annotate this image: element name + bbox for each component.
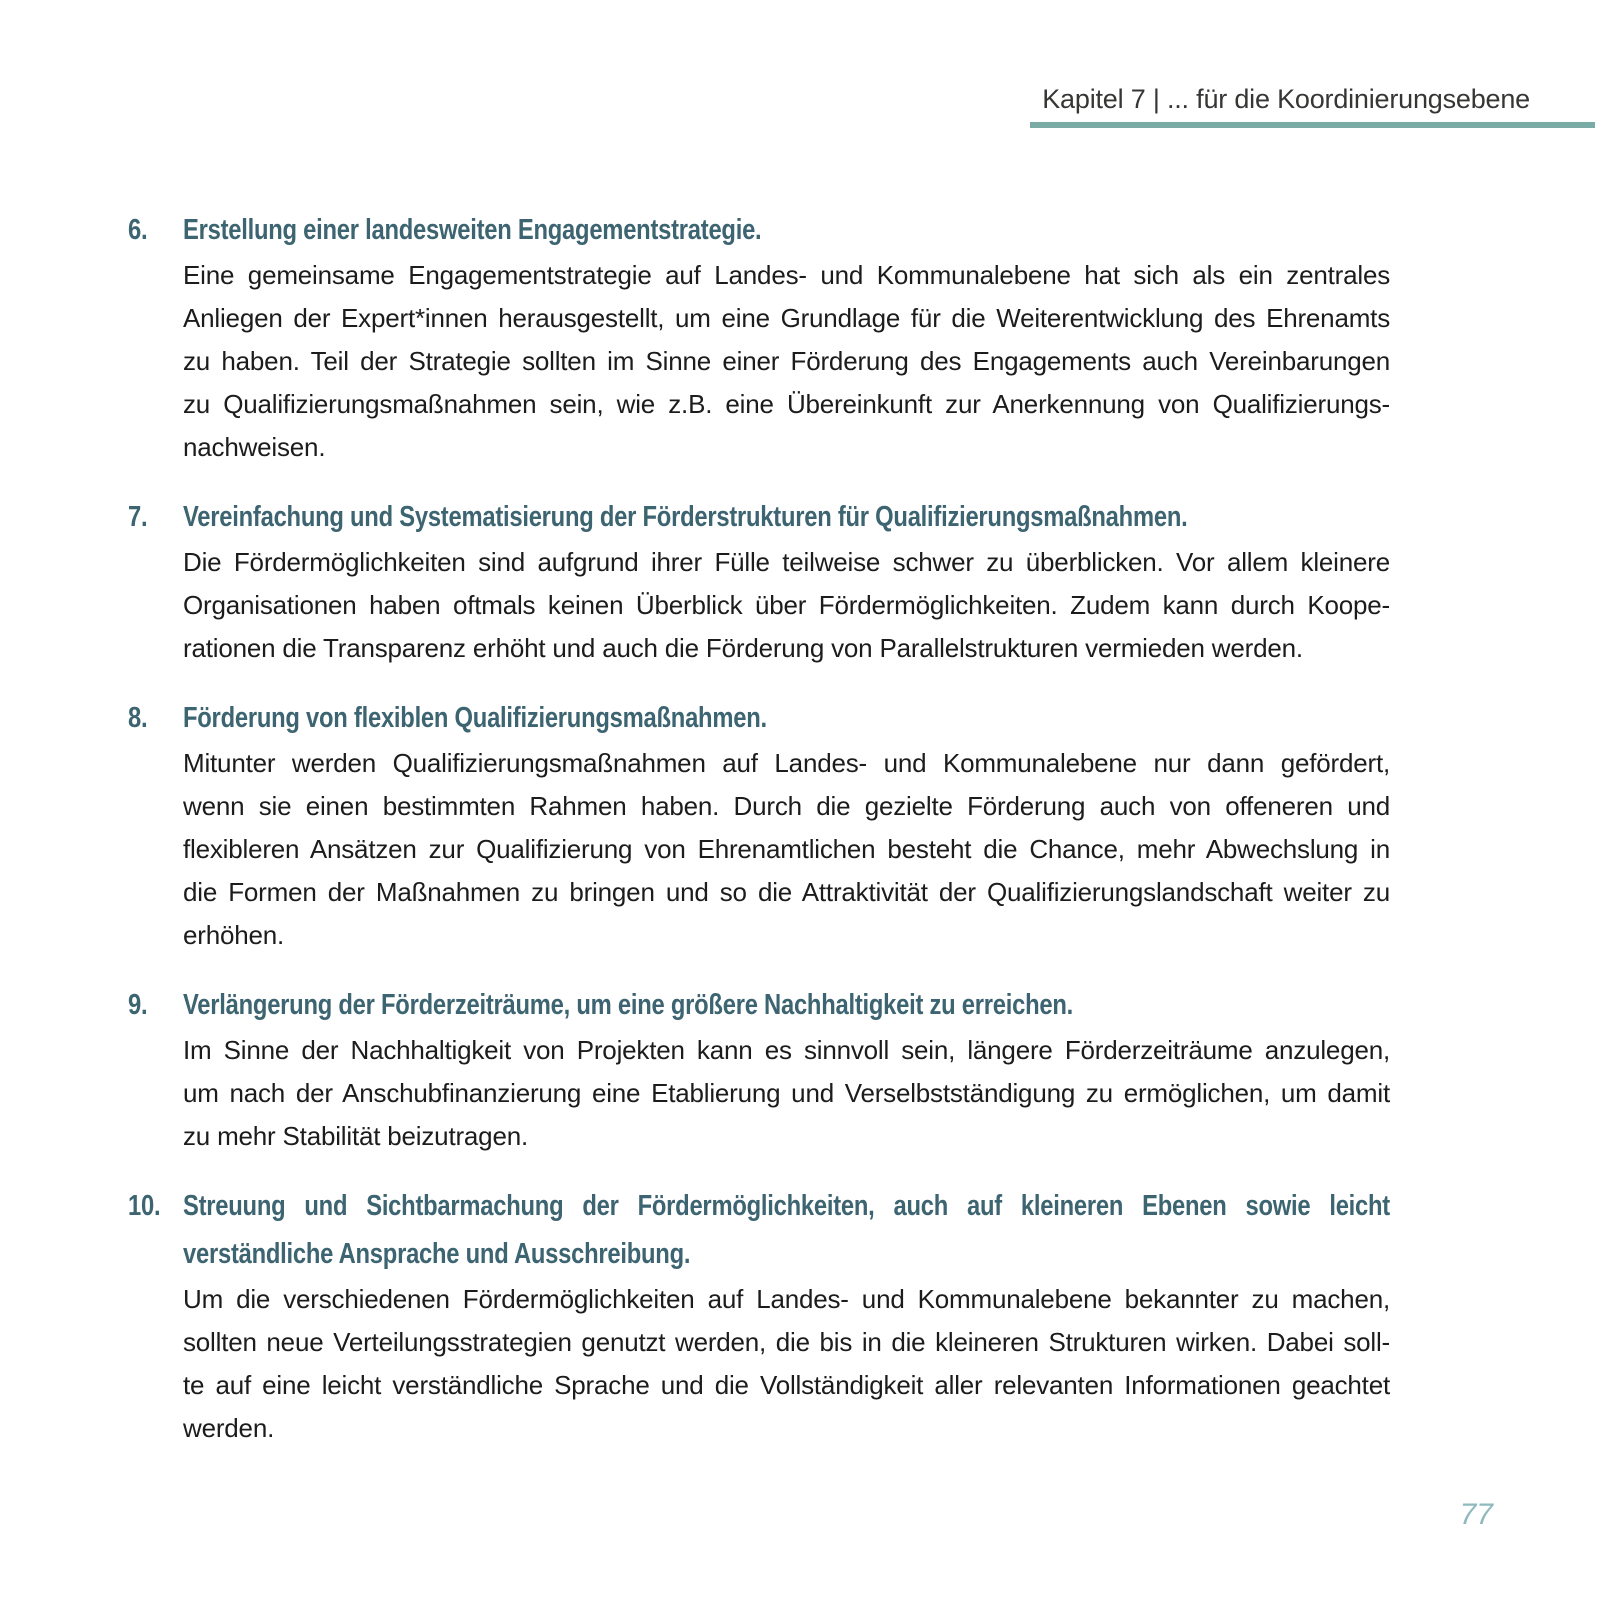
body-text-line: sollten neue Verteilungsstrategien genutzt werden, die bis in die kleineren Strukturen wirken. Dabei soll-	[183, 1327, 1390, 1357]
section-title-line: verständliche Ansprache und Ausschreibung.	[183, 1238, 691, 1270]
section-title-line: Erstellung einer landesweiten Engagementstrategie.	[183, 214, 762, 246]
body-text-line: Im Sinne der Nachhaltigkeit von Projekten kann es sinnvoll sein, längere Förderzeiträume anzulegen,	[183, 1035, 1390, 1065]
body-text-line: die Formen der Maßnahmen zu bringen und so die Attraktivität der Qualifizierungslandschaft weiter zu	[183, 877, 1390, 907]
section-title	[183, 694, 1390, 742]
page-number: 77	[1459, 1498, 1493, 1531]
section-title-line: Streuung und Sichtbarmachung der Fördermöglichkeiten, auch auf kleineren Ebenen sowie leicht	[183, 1190, 1390, 1222]
section-title	[183, 206, 1390, 254]
body-text-line: Mitunter werden Qualifizierungsmaßnahmen auf Landes- und Kommunalebene nur dann gefördert,	[183, 748, 1390, 778]
numbered-section	[128, 1182, 1390, 1450]
body-text-line: werden.	[183, 1413, 275, 1443]
body-text-line: Die Fördermöglichkeiten sind aufgrund ihrer Fülle teilweise schwer zu überblicken. Vor allem kleinere	[183, 547, 1390, 577]
section-body	[183, 1278, 1390, 1450]
section-title-row	[128, 206, 1390, 254]
section-number: 8.	[128, 702, 148, 734]
body-text-line: Organisationen haben oftmals keinen Überblick über Fördermöglichkeiten. Zudem kann durch Koope-	[183, 590, 1390, 620]
body-text-line: zu haben. Teil der Strategie sollten im Sinne einer Förderung des Engagements auch Vereinbarungen	[183, 346, 1390, 376]
section-title-row	[128, 1182, 1390, 1278]
body-text-line: Um die verschiedenen Fördermöglichkeiten auf Landes- und Kommunalebene bekannter zu machen,	[183, 1284, 1390, 1314]
header-rule	[1030, 122, 1595, 128]
section-number: 10.	[128, 1190, 161, 1222]
body-text-line: zu Qualifizierungsmaßnahmen sein, wie z.B. eine Übereinkunft zur Anerkennung von Qualifizierungs-	[183, 389, 1390, 419]
numbered-section	[128, 206, 1390, 469]
section-number: 7.	[128, 501, 148, 533]
body-text-line: rationen die Transparenz erhöht und auch die Förderung von Parallelstrukturen vermieden werden.	[183, 633, 1303, 663]
section-title-row	[128, 694, 1390, 742]
body-text-line: Anliegen der Expert*innen herausgestellt, um eine Grundlage für die Weiterentwicklung des Ehrenamts	[183, 303, 1390, 333]
numbered-section	[128, 981, 1390, 1158]
body-text-line: Eine gemeinsame Engagementstrategie auf Landes- und Kommunalebene hat sich als ein zentrales	[183, 260, 1390, 290]
section-title	[183, 1182, 1390, 1278]
body-text-line: nachweisen.	[183, 432, 326, 462]
body-text-line: te auf eine leicht verständliche Sprache und die Vollständigkeit aller relevanten Informationen geachtet	[183, 1370, 1390, 1400]
section-body	[183, 254, 1390, 469]
section-title-line: Verlängerung der Förderzeiträume, um eine größere Nachhaltigkeit zu erreichen.	[183, 989, 1073, 1021]
numbered-section	[128, 694, 1390, 957]
section-title-line: Vereinfachung und Systematisierung der Förderstrukturen für Qualifizierungsmaßnahmen.	[183, 501, 1188, 533]
body-text-line: flexibleren Ansätzen zur Qualifizierung von Ehrenamtlichen besteht die Chance, mehr Abwechslung in	[183, 834, 1390, 864]
section-body	[183, 1029, 1390, 1158]
body-text-line: wenn sie einen bestimmten Rahmen haben. Durch die gezielte Förderung auch von offeneren und	[183, 791, 1390, 821]
section-title	[183, 493, 1390, 541]
chapter-header-label: Kapitel 7 | ... für die Koordinierungsebene	[1042, 84, 1530, 114]
section-title-line: Förderung von flexiblen Qualifizierungsmaßnahmen.	[183, 702, 767, 734]
section-title	[183, 981, 1390, 1029]
numbered-section	[128, 493, 1390, 670]
section-number: 9.	[128, 989, 148, 1021]
body-text-line: um nach der Anschubfinanzierung eine Etablierung und Verselbstständigung zu ermöglichen, um damit	[183, 1078, 1390, 1108]
body-text-line: erhöhen.	[183, 920, 285, 950]
sections-list	[128, 206, 1390, 1474]
body-text-line: zu mehr Stabilität beizutragen.	[183, 1121, 528, 1151]
section-body	[183, 541, 1390, 670]
section-title-row	[128, 493, 1390, 541]
section-title-row	[128, 981, 1390, 1029]
section-number: 6.	[128, 214, 148, 246]
section-body	[183, 742, 1390, 957]
